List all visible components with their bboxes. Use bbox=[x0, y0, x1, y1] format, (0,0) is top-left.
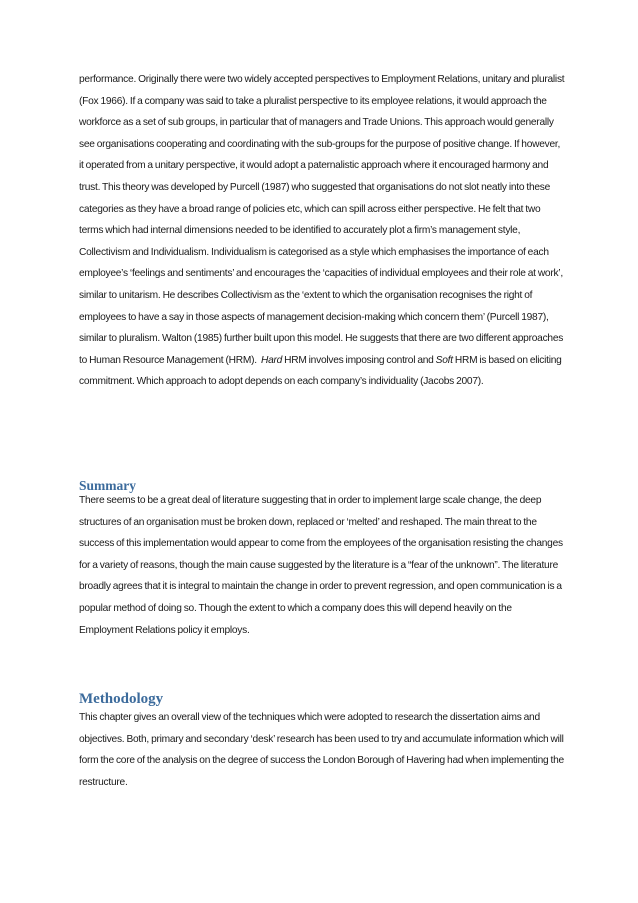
text-part-1: performance. Originally there were two widely accepted perspectives to Employment Relations, unitary and pluralist (Fox 1966). If a company was said to take a pluralist perspective to its employee relations, it would approach the workforce as a set of sub groups, in particular that of managers and Trade Unions. This approach would generally see organisations cooperating and coordinating with the sub-groups for the purpose of positive change. If however, it operated from a unitary perspective, it would adopt a paternalistic approach where it encouraged harmony and trust. This theory was developed by Purcell (1987) who suggested that organisations do not slot neatly into these categories as they have a broad range of policies etc, which can spill across either perspective. He felt that two terms which had internal dimensions needed to be identified to accurately plot a firm’s management style, Collectivism and Individualism. Individualism is categorised as a style which emphasises the importance of each employee’s ‘feelings and sentiments’ and encourages the ‘capacities of individual employees and their role at work’, similar to unitarism. He describes Collectivism as the ‘extent to which the organisation recognises the right of employees to have a say in those aspects of management decision-making which concern them’ (Purcell 1987), similar to pluralism. Walton (1985) further built upon this model. He suggests that there are two different approaches to Human Resource Management (HRM). bbox=[79, 74, 565, 366]
hard-term: Hard bbox=[260, 354, 283, 366]
employment-relations-paragraph bbox=[79, 69, 565, 393]
methodology-heading: Methodology bbox=[79, 691, 164, 707]
text-part-2: HRM involves imposing control and bbox=[282, 354, 436, 366]
text-part-3: HRM is based on eliciting commitment. Which approach to adopt depends on each company’s individuality (Jacobs 2007). bbox=[79, 354, 562, 388]
summary-text: There seems to be a great deal of literature suggesting that in order to implement large scale change, the deep structures of an organisation must be broken down, replaced or ‘melted’ and reshaped. The main threat to the success of this implementation would appear to come from the employees of the organisation resisting the changes for a variety of reasons, though the main cause suggested by the literature is a “fear of the unknown”. The literature broadly agrees that it is integral to maintain the change in order to prevent regression, and open communication is a popular method of doing so. Though the extent to which a company does this will depend heavily on the Employment Relations policy it employs. bbox=[79, 495, 563, 636]
summary-heading: Summary bbox=[79, 478, 136, 493]
methodology-text: This chapter gives an overall view of the techniques which were adopted to research the dissertation aims and objectives. Both, primary and secondary ‘desk’ research has been used to try and accumulate information which will form the core of the analysis on the degree of success the London Borough of Havering had when implementing the restructure. bbox=[79, 712, 564, 788]
soft-term: Soft bbox=[435, 354, 453, 366]
summary-paragraph bbox=[79, 490, 565, 641]
methodology-paragraph bbox=[79, 707, 565, 793]
paragraph-text bbox=[79, 69, 565, 393]
